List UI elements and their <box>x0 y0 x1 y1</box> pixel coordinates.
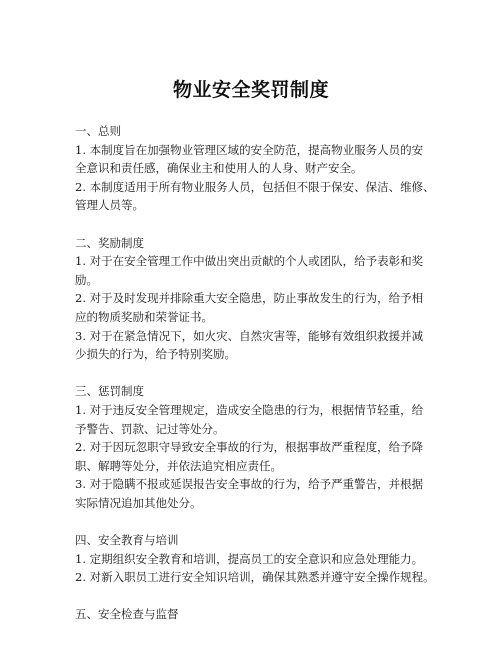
clause <box>75 252 445 289</box>
clause-line: 实际情况追加其他处分。 <box>75 495 202 510</box>
clause-line: 应的物质奖励和荣誉证书。 <box>75 309 213 324</box>
clause-line: 2. 对新入职员工进行安全知识培训，确保其熟悉并遵守安全操作规程。 <box>75 570 435 585</box>
clause <box>75 289 445 326</box>
clause-line: 1. 本制度旨在加强物业管理区域的安全防范，提高物业服务人员的安 <box>75 142 424 157</box>
clause <box>75 178 445 215</box>
clause-line: 3. 对于在紧急情况下，如火灾、自然灾害等，能够有效组织救援并减 <box>75 328 424 343</box>
clause-line: 1. 对于违反安全管理规定，造成安全隐患的行为，根据情节轻重，给 <box>75 402 424 417</box>
clause-line: 予警告、罚款、记过等处分。 <box>75 421 225 436</box>
clause <box>75 568 445 587</box>
section <box>75 122 445 215</box>
clause-line: 2. 对于因玩忽职守导致安全事故的行为，根据事故严重程度，给予降 <box>75 440 424 455</box>
clause-line: 2. 对于及时发现并排除重大安全隐患，防止事故发生的行为，给予相 <box>75 291 424 306</box>
clause <box>75 327 445 364</box>
clause-line: 管理人员等。 <box>75 198 144 213</box>
section-heading: 三、惩罚制度 <box>75 384 144 399</box>
section <box>75 605 445 624</box>
clause-line: 3. 对于隐瞒不报或延误报告安全事故的行为，给予严重警告，并根据 <box>75 477 424 492</box>
clause-line: 1. 定期组织安全教育和培训，提高员工的安全意识和应急处理能力。 <box>75 551 424 566</box>
clause-line: 职、解聘等处分，并依法追究相应责任。 <box>75 458 282 473</box>
clause-line: 少损失的行为，给予特别奖励。 <box>75 347 236 362</box>
section-heading: 五、安全检查与监督 <box>75 607 179 622</box>
clause <box>75 141 445 178</box>
section <box>75 531 445 587</box>
clause <box>75 438 445 475</box>
section <box>75 382 445 512</box>
document-title: 物业安全奖罚制度 <box>172 79 329 101</box>
clause-line: 全意识和责任感，确保业主和使用人的人身、财产安全。 <box>75 161 363 176</box>
document-body <box>75 122 445 643</box>
section-heading: 二、奖励制度 <box>75 235 144 250</box>
clause <box>75 475 445 512</box>
section-heading: 四、安全教育与培训 <box>75 533 179 548</box>
clause-line: 励。 <box>75 272 98 287</box>
clause-line: 2. 本制度适用于所有物业服务人员，包括但不限于保安、保洁、维修、 <box>75 179 435 194</box>
section <box>75 234 445 364</box>
clause-line: 1. 对于在安全管理工作中做出突出贡献的个人或团队，给予表彰和奖 <box>75 254 424 269</box>
section-heading: 一、总则 <box>75 124 121 138</box>
clause <box>75 550 445 569</box>
clause <box>75 401 445 438</box>
